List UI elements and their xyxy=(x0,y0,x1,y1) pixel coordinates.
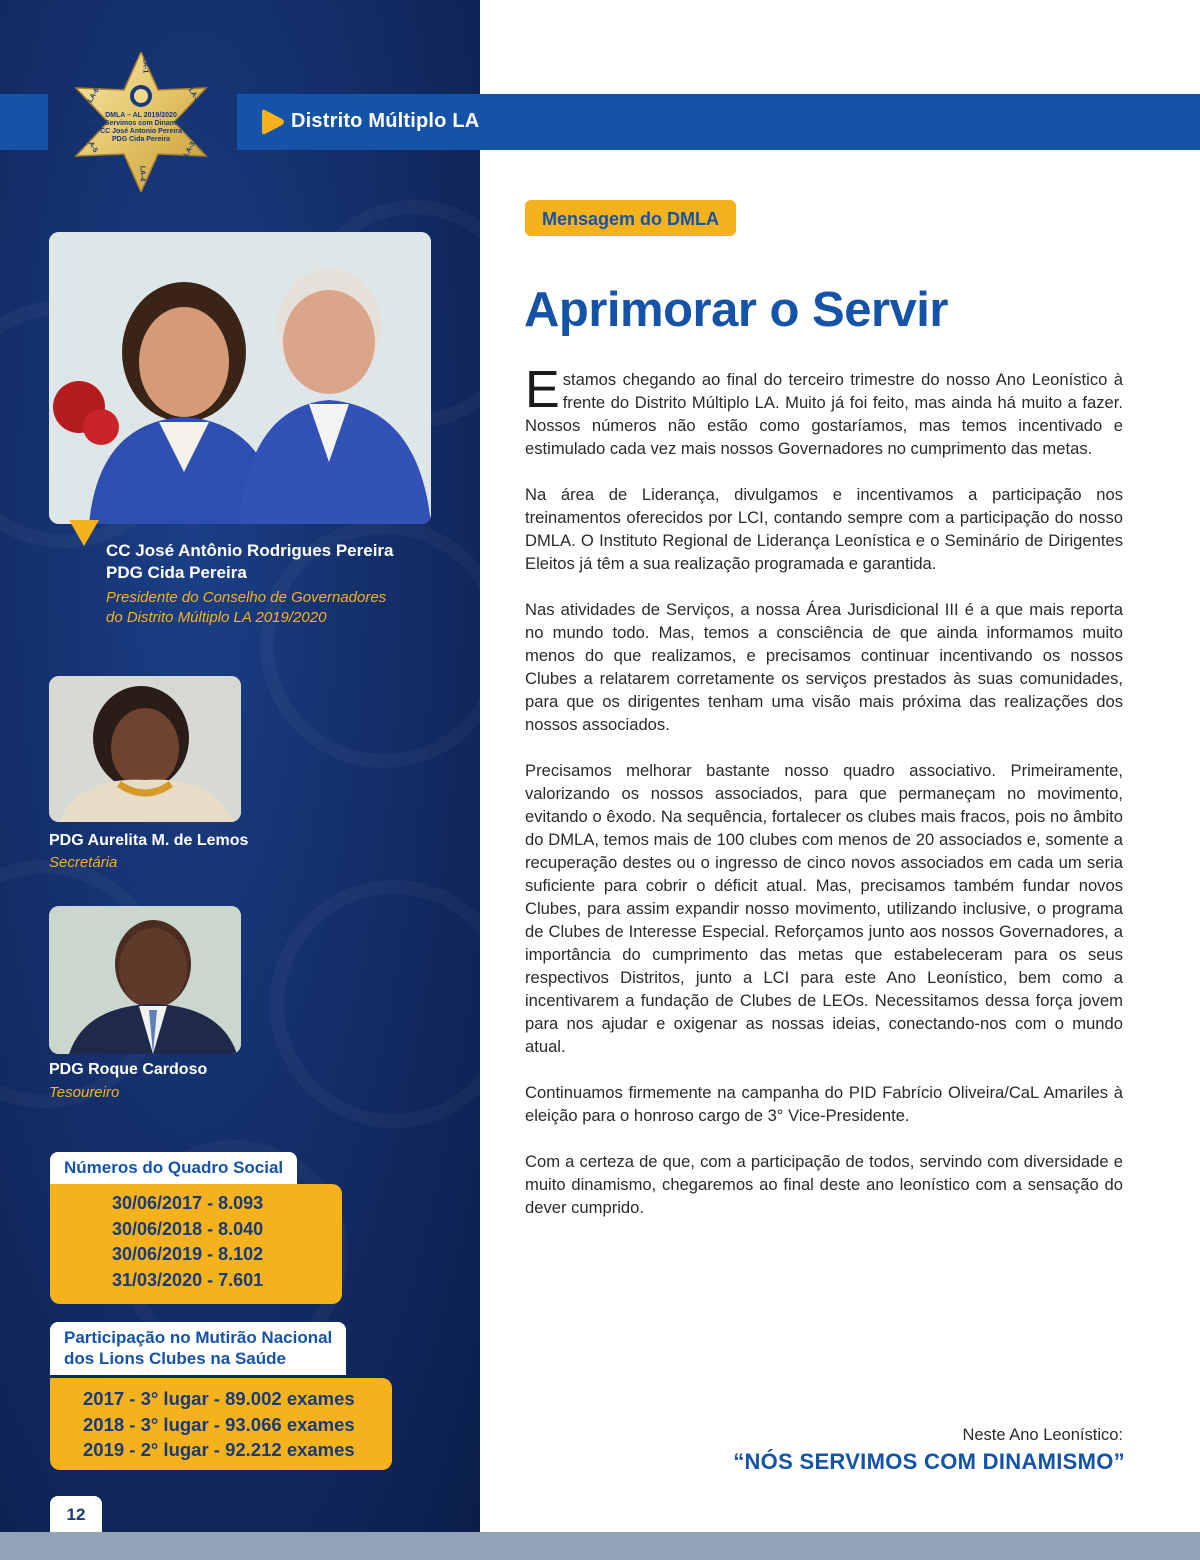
article-paragraph: Continuamos firmemente na campanha do PID Fabrício Oliveira/CaL Amariles à eleição para o honroso cargo de 3° Vice-Presidente. xyxy=(525,1083,1123,1125)
page-number: 12 xyxy=(50,1496,102,1532)
secretary-role: Secretária xyxy=(49,854,118,871)
star-tag: LA-3 xyxy=(182,141,197,158)
membership-stats-label: Números do Quadro Social xyxy=(50,1152,297,1184)
treasurer-role: Tesoureiro xyxy=(49,1084,120,1101)
photo-president-couple xyxy=(49,232,431,524)
membership-row: 30/06/2018 - 8.040 xyxy=(112,1218,264,1239)
star-tag: LA-6 xyxy=(86,87,101,104)
membership-row: 30/06/2017 - 8.093 xyxy=(112,1193,264,1213)
membership-row: 30/06/2019 - 8.102 xyxy=(112,1244,264,1264)
mutirao-stats-label: Participação no Mutirão Nacional dos Lions Clubes na Saúde xyxy=(50,1322,346,1375)
header-bar-left xyxy=(0,94,48,150)
membership-row: 31/03/2020 - 7.601 xyxy=(112,1269,264,1290)
play-arrow-icon xyxy=(262,109,286,135)
couple-illustration xyxy=(49,232,431,524)
mutirao-stats-box xyxy=(50,1378,392,1470)
section-tag: Mensagem do DMLA xyxy=(525,200,736,236)
secretary-name: PDG Aurelita M. de Lemos xyxy=(49,832,249,849)
closing-motto: “NÓS SERVIMOS COM DINAMISMO” xyxy=(733,1449,1125,1474)
star-tag: LA-1 xyxy=(141,57,149,74)
treasurer-illustration xyxy=(49,906,241,1054)
article-paragraph: Com a certeza de que, com a participação de todos, servindo com diversidade e muito dinamismo, chegaremos ao final deste ano leonístico com a sensação do dever cumprido. xyxy=(525,1152,1123,1217)
president-role: Presidente do Conselho de Governadores do Distrito Múltiplo LA 2019/2020 xyxy=(106,589,387,626)
article-paragraph: Na área de Liderança, divulgamos e incentivamos a participação nos treinamentos oferecidos por LCI, contando sempre com a participação do nosso DMLA. O Instituto Regional de Liderança Leonística e o Seminário de Dirigentes Eleitos já têm a sua realização programada e garantida. xyxy=(525,485,1123,573)
star-emblem-text: DMLA – AL 2019/2020 Nós Servimos com Dinamismo CC José Antonio Pereira PDG Cida Pereira xyxy=(89,112,193,143)
lions-watermark xyxy=(270,880,480,1128)
photo-secretary xyxy=(49,676,241,822)
mutirao-row: 2017 - 3° lugar - 89.002 exames xyxy=(83,1388,355,1409)
star-tag: LA-2 xyxy=(186,87,201,104)
membership-stats-box xyxy=(50,1184,342,1304)
star-tag: LA-4 xyxy=(138,165,146,182)
president-names: CC José Antônio Rodrigues Pereira PDG Cida Pereira xyxy=(106,541,394,582)
section-title: Distrito Múltiplo LA xyxy=(291,110,480,132)
footer-strip xyxy=(0,1532,1200,1560)
article-paragraph: Precisamos melhorar bastante nosso quadro associativo. Primeiramente, valorizando os nossos associados, para que permaneçam no movimento, evitando o êxodo. Na sequência, fortalecer os clubes mais fracos, pois no âmbito do DMLA, temos mais de 100 clubes com menos de 20 associados e, somente a recuperação destes ou o ingresso de cinco novos associados em cada um seria suficiente para cobrir o déficit atual. Mas, precisamos também fundar novos Clubes, para assim expandir nosso movimento, utilizando inclusive, o programa de Clubes de Interesse Especial. Reforçamos junto aos nossos Governadores, a importância do cumprimento das metas que estabeleceram para os seus respectivos Distritos, junto a LCI para este Ano Leonístico, bem como a incentivarem a fundação de Clubes de LEOs. Necessitamos dessa força jovem para nos ajudar e oxigenar as nossas ideias, conectando-nos com o mundo atual. xyxy=(525,761,1123,1056)
mutirao-row: 2018 - 3° lugar - 93.066 exames xyxy=(83,1413,355,1435)
photo-treasurer xyxy=(49,906,241,1054)
article-title: Aprimorar o Servir xyxy=(524,283,948,337)
mutirao-row: 2019 - 2° lugar - 92.212 exames xyxy=(83,1439,355,1460)
star-tag: LA-5 xyxy=(84,137,99,154)
caption-marker-icon xyxy=(69,520,99,546)
article-paragraph: Nas atividades de Serviços, a nossa Área Jurisdicional III é a que mais reporta no mundo todo. Mas, temos a consciência de que ainda informamos muito menos do que realizamos, e precisamos continuar incentivando os nossos Clubes a relatarem corretamente os serviços prestados às suas comunidades, para que os dirigentes tenham uma visão mais próxima das realizações dos nossos associados. xyxy=(525,600,1123,734)
article-paragraph: Estamos chegando ao final do terceiro trimestre do nosso Ano Leonístico à frente do Distrito Múltiplo LA. Muito já foi feito, mas ainda há muito a fazer. Nossos números não estão como gostaríamos, mas temos incentivado e estimulado cada vez mais nossos Governadores no cumprimento das metas. xyxy=(525,361,1123,458)
closing-intro: Neste Ano Leonístico: xyxy=(962,1426,1123,1444)
article-body xyxy=(525,361,1123,1242)
treasurer-name: PDG Roque Cardoso xyxy=(49,1061,208,1078)
secretary-illustration xyxy=(49,676,241,822)
